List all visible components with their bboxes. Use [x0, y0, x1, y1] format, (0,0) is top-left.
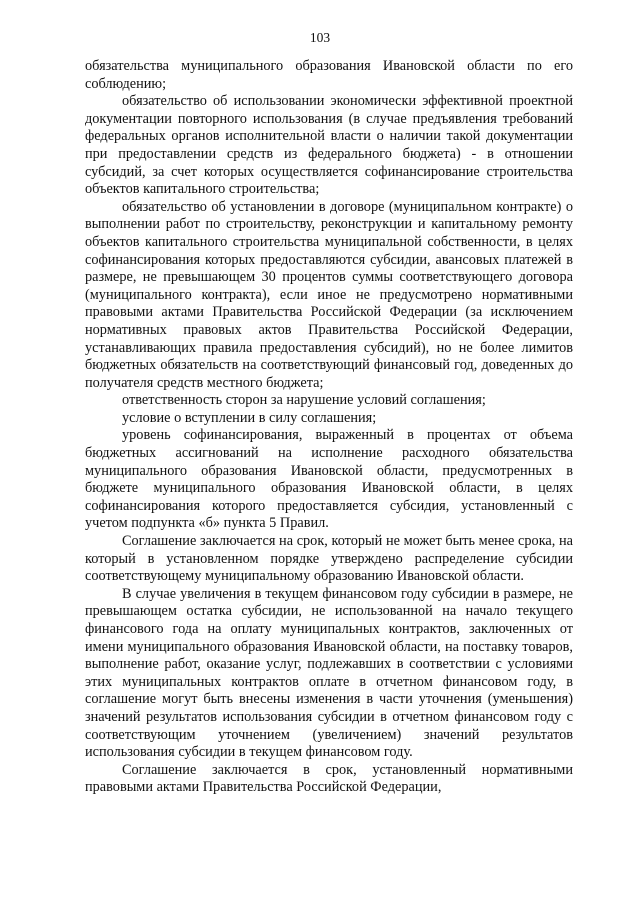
paragraph: обязательство об установлении в договоре (муниципальном контракте) о выполнении работ по строительству, реконструкции и капитальному ремонту объектов капитального строительства муниципальной собственности, в целях софинансирования которых предоставляются субсидии, авансовых платежей в размере, не превышающем 30 процентов суммы соответствующего договора (муниципального контракта), если иное не предусмотрено нормативными правовыми актами Правительства Российской Федерации (за исключением нормативных правовых актов Правительства Российской Федерации, устанавливающих правила предоставления субсидий), но не более лимитов бюджетных обязательств на соответствующий финансовый год, доведенных до получателя средств местного бюджета;	[85, 198, 573, 391]
paragraph: Соглашение заключается на срок, который не может быть менее срока, на который в установленном порядке утверждено распределение субсидии соответствующему муниципальному образованию Ивановской области.	[85, 533, 573, 585]
page-number: 103	[309, 30, 331, 45]
paragraph: обязательство об использовании экономически эффективной проектной документации повторного использования (в случае предъявления требований федеральных органов исполнительной власти о наличии такой документации при предоставлении средств из федерального бюджета) - в отношении субсидий, за счет которых осуществляется софинансирование строительства объектов капитального строительства;	[85, 93, 573, 198]
paragraph: уровень софинансирования, выраженный в процентах от объема бюджетных ассигнований на исполнение расходного обязательства муниципального образования Ивановской области, предусмотренных в бюджете муниципального образования Ивановской области, в целях софинансирования которого предоставляется субсидия, установленный с учетом подпункта «б» пункта 5 Правил.	[85, 427, 573, 532]
paragraph: ответственность сторон за нарушение условий соглашения;	[122, 392, 486, 409]
paragraph: В случае увеличения в текущем финансовом году субсидии в размере, не превышающем остатка субсидии, не использованной на начало текущего финансового года на оплату муниципальных контрактов, заключенных от имени муниципального образования Ивановской области, на поставку товаров, выполнение работ, оказание услуг, подлежавших в соответствии с условиями этих муниципальных контрактов оплате в отчетном финансовом году, в соглашение могут быть внесены изменения в части уточнения (уменьшения) значений результатов использования субсидии в отчетном финансовом году с соответствующим уточнением (увеличением) значений результатов использования субсидии в текущем финансовом году.	[85, 585, 573, 761]
paragraph: Соглашение заключается в срок, установленный нормативными правовыми актами Правительства Российской Федерации,	[85, 761, 573, 796]
paragraph: условие о вступлении в силу соглашения;	[122, 409, 377, 426]
paragraph-continuation: обязательства муниципального образования Ивановской области по его соблюдению;	[85, 58, 573, 92]
document-body	[85, 58, 573, 797]
